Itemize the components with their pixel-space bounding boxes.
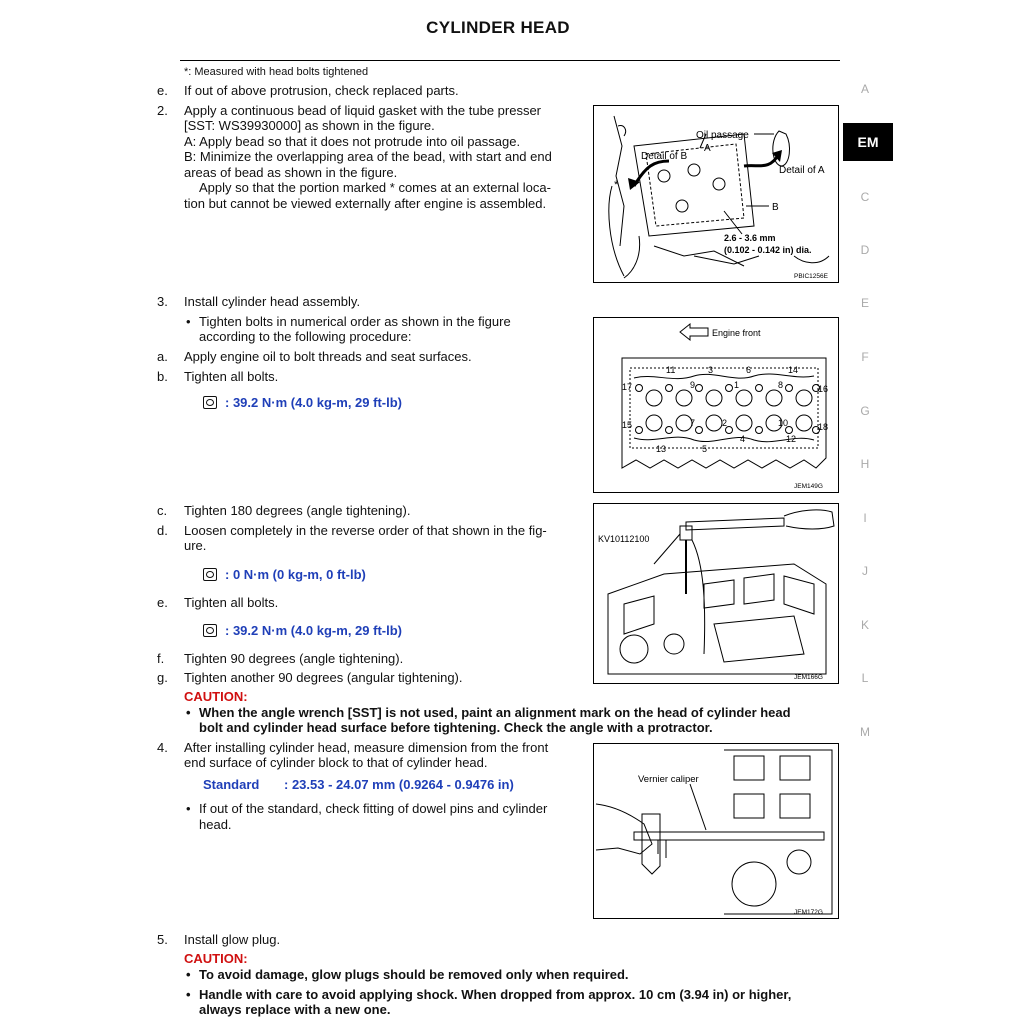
fig2-code: JEM149G xyxy=(794,483,823,490)
step-text: Tighten 90 degrees (angle tightening). xyxy=(184,651,404,666)
step-text: Tighten 180 degrees (angle tightening). xyxy=(184,503,411,518)
step-text: Loosen completely in the reverse order of that shown in the fig- xyxy=(184,523,547,538)
side-tab-i[interactable]: I xyxy=(863,511,867,525)
bolt-number: 16 xyxy=(818,384,829,394)
footnote: *: Measured with head bolts tightened xyxy=(184,66,369,78)
fig1-dim-in: (0.102 - 0.142 in) dia. xyxy=(724,245,812,255)
side-tab-c[interactable]: C xyxy=(860,190,870,204)
step-label: 2. xyxy=(157,103,168,118)
fig3-tool-label: KV10112100 xyxy=(598,534,650,544)
bolt-number: 2 xyxy=(722,418,728,428)
step-text: Apply so that the portion marked * comes at an external loca- xyxy=(199,180,551,195)
bullet-text: • Tighten bolts in numerical order as shown in the figure xyxy=(199,314,511,330)
fig1-detail-a: Detail of A xyxy=(779,165,825,176)
side-tab-j[interactable]: J xyxy=(862,564,868,578)
bolt-number: 10 xyxy=(778,418,789,428)
figure-liquid-gasket xyxy=(593,105,839,283)
torque-value: : 0 N·m (0 kg-m, 0 ft-lb) xyxy=(225,567,366,582)
fig1-code: PBIC1256E xyxy=(794,273,828,280)
bolt-number: 5 xyxy=(702,444,708,454)
caution-text: • Handle with care to avoid applying shock. When dropped from approx. 10 cm (3.94 in) or higher, xyxy=(199,987,791,1003)
step-label: f. xyxy=(157,651,165,666)
bolt-number: 1 xyxy=(734,380,740,390)
step-text: Install glow plug. xyxy=(184,932,281,947)
step-label: 3. xyxy=(157,294,168,309)
figure-vernier-caliper xyxy=(593,743,839,919)
liquid-gasket-diagram xyxy=(594,106,838,282)
fig1-label-a: A xyxy=(704,143,711,154)
bolt-number: 17 xyxy=(622,382,633,392)
side-tab-h[interactable]: H xyxy=(860,457,870,471)
step-text: tion but cannot be viewed externally after engine is assembled. xyxy=(184,196,547,211)
torque-wrench-icon xyxy=(203,624,217,637)
fig4-tool-label: Vernier caliper xyxy=(638,774,699,785)
step-label: d. xyxy=(157,523,168,538)
fig1-label-b: B xyxy=(772,202,779,213)
step-label: c. xyxy=(157,503,168,518)
side-tab-l[interactable]: L xyxy=(861,671,869,685)
side-tab-g[interactable]: G xyxy=(860,404,870,418)
bullet-text: according to the following procedure: xyxy=(199,329,412,344)
figure-bolt-order xyxy=(593,317,839,493)
step-text: areas of bead as shown in the figure. xyxy=(184,165,398,180)
torque-spec xyxy=(203,395,402,411)
torque-value: : 39.2 N·m (4.0 kg-m, 29 ft-lb) xyxy=(225,623,402,638)
fig2-engine-front: Engine front xyxy=(712,328,761,338)
bolt-order-diagram xyxy=(594,318,838,492)
bolt-number: 14 xyxy=(788,365,799,375)
step-label: 4. xyxy=(157,740,168,755)
bolt-number: 8 xyxy=(778,380,784,390)
title-rule xyxy=(180,60,840,61)
bolt-number: 6 xyxy=(746,365,752,375)
torque-value: : 39.2 N·m (4.0 kg-m, 29 ft-lb) xyxy=(225,395,402,410)
step-text: Apply a continuous bead of liquid gasket with the tube presser xyxy=(184,103,542,118)
torque-wrench-icon xyxy=(203,396,217,409)
step-text: If out of above protrusion, check replaced parts. xyxy=(184,83,459,98)
step-text: B: Minimize the overlapping area of the bead, with start and end xyxy=(184,149,552,164)
side-tab-em[interactable]: EM xyxy=(843,123,893,161)
bolt-number: 11 xyxy=(666,365,676,375)
step-label: b. xyxy=(157,369,168,384)
fig4-code: JEM172G xyxy=(794,909,823,916)
step-text: Install cylinder head assembly. xyxy=(184,294,361,309)
caution-text: • To avoid damage, glow plugs should be removed only when required. xyxy=(199,967,629,983)
caution-heading: CAUTION: xyxy=(184,951,248,966)
side-tab-k[interactable]: K xyxy=(860,618,869,632)
step-text: Tighten another 90 degrees (angular tightening). xyxy=(184,670,463,685)
torque-spec xyxy=(203,567,366,583)
step-label: 5. xyxy=(157,932,168,947)
step-text: Apply engine oil to bolt threads and seat surfaces. xyxy=(184,349,472,364)
step-text: Tighten all bolts. xyxy=(184,369,279,384)
step-label: e. xyxy=(157,595,168,610)
fig1-star: * xyxy=(614,179,619,191)
side-tab-m[interactable]: M xyxy=(860,725,870,739)
vernier-caliper-diagram xyxy=(594,744,838,918)
bolt-number: 3 xyxy=(708,365,714,375)
fig3-code: JEM166G xyxy=(794,674,823,681)
step-text: end surface of cylinder block to that of cylinder head. xyxy=(184,755,488,770)
fig1-detail-b: Detail of B xyxy=(641,151,688,162)
page-title: CYLINDER HEAD xyxy=(426,18,570,37)
bolt-number: 13 xyxy=(656,444,667,454)
step-text: [SST: WS39930000] as shown in the figure. xyxy=(184,118,435,133)
angle-wrench-diagram xyxy=(594,504,838,683)
step-label: e. xyxy=(157,83,168,98)
step-text: After installing cylinder head, measure dimension from the front xyxy=(184,740,549,755)
bolt-number: 15 xyxy=(622,420,633,430)
bullet-text: head. xyxy=(199,817,232,832)
torque-wrench-icon xyxy=(203,568,217,581)
side-tab-e[interactable]: E xyxy=(860,296,869,310)
caution-text: • When the angle wrench [SST] is not used, paint an alignment mark on the head of cylinder head xyxy=(199,705,791,721)
bolt-number: 12 xyxy=(786,434,797,444)
side-tab-f[interactable]: F xyxy=(861,350,869,364)
step-text: A: Apply bead so that it does not protrude into oil passage. xyxy=(184,134,521,149)
step-label: g. xyxy=(157,670,168,685)
standard-value: : 23.53 - 24.07 mm (0.9264 - 0.9476 in) xyxy=(284,777,514,792)
bolt-number: 9 xyxy=(690,380,696,390)
side-tab-a[interactable]: A xyxy=(860,82,869,96)
bolt-number: 4 xyxy=(740,434,746,444)
bullet-text: • If out of the standard, check fitting of dowel pins and cylinder xyxy=(199,801,547,817)
fig1-oil-passage: Oil passage xyxy=(696,130,749,141)
step-text: ure. xyxy=(184,538,207,553)
step-label: a. xyxy=(157,349,168,364)
step-text: Tighten all bolts. xyxy=(184,595,279,610)
side-tab-d[interactable]: D xyxy=(860,243,870,257)
standard-label: Standard xyxy=(203,777,260,792)
figure-angle-wrench xyxy=(593,503,839,684)
caution-text: always replace with a new one. xyxy=(199,1002,391,1017)
caution-text: bolt and cylinder head surface before tightening. Check the angle with a protractor. xyxy=(199,720,713,735)
bolt-number: 7 xyxy=(690,418,696,428)
caution-heading: CAUTION: xyxy=(184,689,248,704)
fig1-dim-mm: 2.6 - 3.6 mm xyxy=(724,233,776,243)
torque-spec xyxy=(203,623,402,639)
bolt-number: 18 xyxy=(818,422,829,432)
